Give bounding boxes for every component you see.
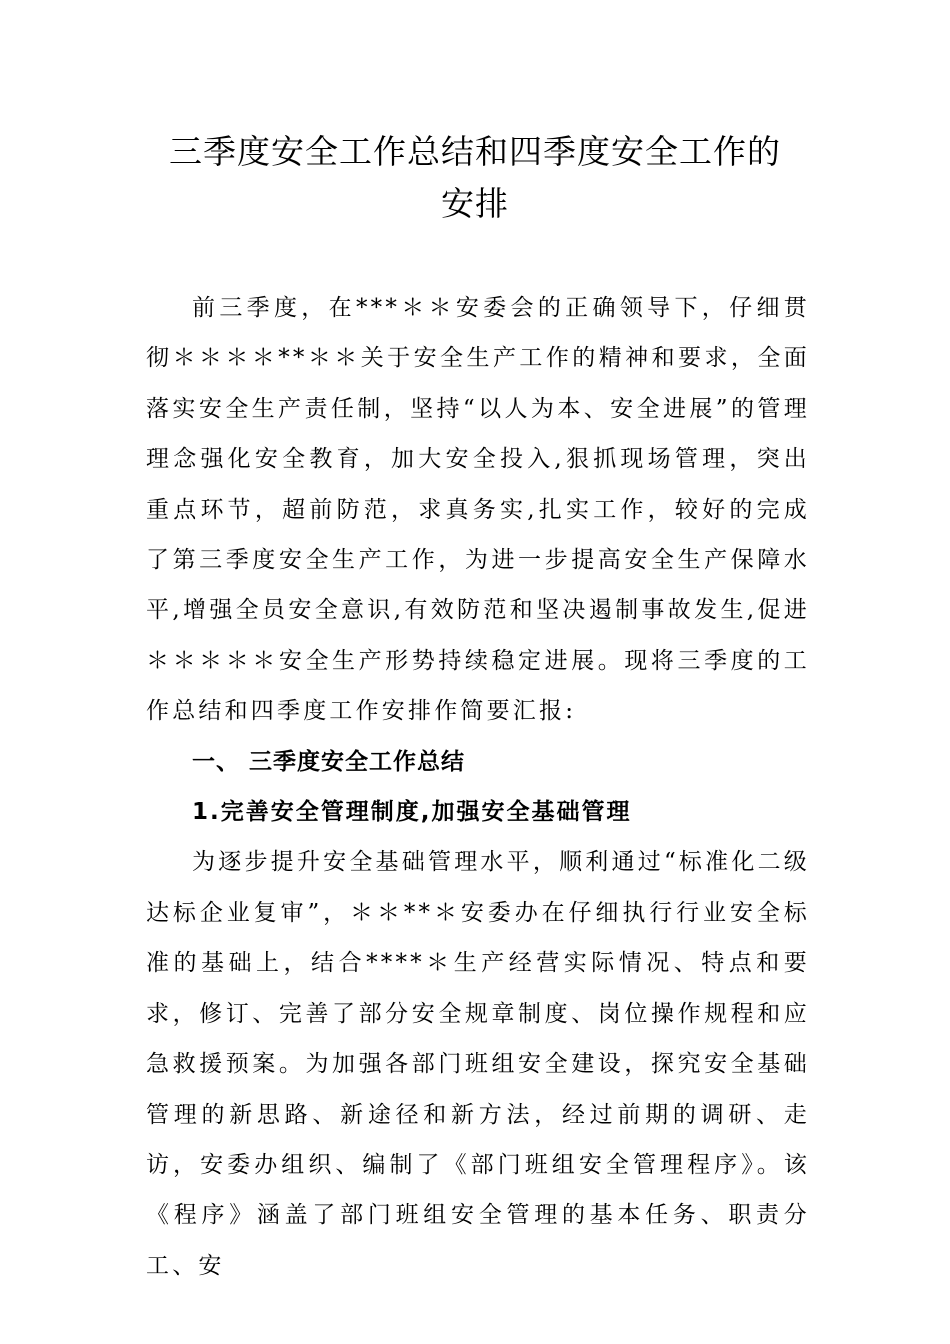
subsection-1-paragraph: 为逐步提升安全基础管理水平，顺利通过“标准化二级达标企业复审”，＊＊**＊安委办在仔细执行行业安全标准的基础上，结合****＊生产经营实际情况、特点和要求，修订、完善了部分安全规章制度、岗位操作规程和应急救援预案。为加强各部门班组安全建设，探究安全基础管理的新思路、新途径和新方法，经过前期的调研、走访，安委办组织、编制了《部门班组安全管理程序》。该《程序》涵盖了部门班组安全管理的基本任务、职责分工、安 bbox=[146, 849, 810, 1279]
title-line-1: 三季度安全工作总结和四季度安全工作的 bbox=[169, 132, 781, 171]
subsection-heading-1: 1.完善安全管理制度,加强安全基础管理 bbox=[192, 799, 632, 826]
title-line-2: 安排 bbox=[441, 184, 509, 223]
document-title bbox=[120, 126, 830, 230]
document-body bbox=[146, 283, 810, 1291]
intro-paragraph: 前三季度，在***＊＊安委会的正确领导下，仔细贯彻＊＊＊＊**＊＊关于安全生产工作的精神和要求，全面落实安全生产责任制，坚持“以人为本、安全进展”的管理理念强化安全教育，加大安全投入,狠抓现场管理，突出重点环节，超前防范，求真务实,扎实工作，较好的完成了第三季度安全生产工作，为进一步提高安全生产保障水平,增强全员安全意识,有效防范和坚决遏制事故发生,促进＊＊＊＊＊安全生产形势持续稳定进展。现将三季度的工作总结和四季度工作安排作简要汇报: bbox=[146, 295, 810, 725]
section-heading-1: 一、 三季度安全工作总结 bbox=[192, 748, 466, 775]
